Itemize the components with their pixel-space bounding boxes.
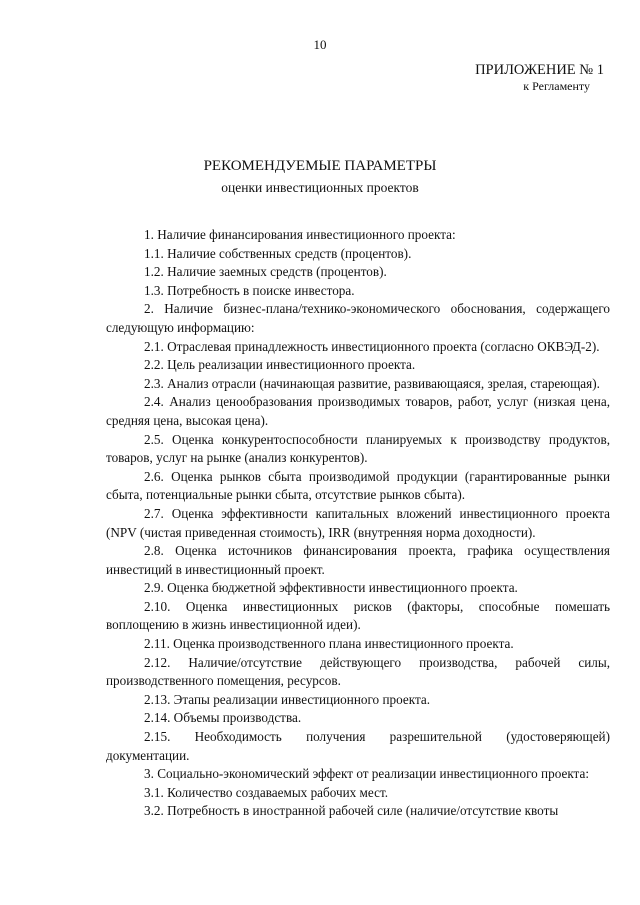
list-item: 2.13. Этапы реализации инвестиционного проекта.: [144, 691, 431, 707]
list-item: 2.10. Оценка инвестиционных рисков (факторы, способные помешать воплощению в жизнь инвестиционной идеи).: [106, 598, 610, 633]
list-item: 1.2. Наличие заемных средств (процентов).: [144, 264, 387, 280]
appendix-header: [404, 62, 604, 93]
list-item: 2.3. Анализ отрасли (начинающая развитие, развивающаяся, зрелая, стареющая).: [144, 375, 600, 391]
list-item: 1. Наличие финансирования инвестиционного проекта:: [144, 227, 456, 242]
list-item: 2.12. Наличие/отсутствие действующего производства, рабочей силы, производственного помещения, ресурсов.: [106, 654, 610, 689]
list-item: 2.2. Цель реализации инвестиционного проекта.: [144, 357, 416, 373]
appendix-title: ПРИЛОЖЕНИЕ № 1: [475, 62, 604, 78]
list-item: 2.11. Оценка производственного плана инвестиционного проекта.: [144, 636, 514, 652]
appendix-subtitle: к Регламенту: [523, 79, 590, 93]
list-item: 2.7. Оценка эффективности капитальных вложений инвестиционного проекта (NPV (чистая приведенная стоимость), IRR (внутренняя норма доходности).: [106, 505, 610, 540]
list-item: 2.6. Оценка рынков сбыта производимой продукции (гарантированные рынки сбыта, потенциальные рынки сбыта, отсутствие рынков сбыта).: [106, 468, 610, 503]
list-item: 1.3. Потребность в поиске инвестора.: [144, 282, 355, 298]
list-item: 2.1. Отраслевая принадлежность инвестиционного проекта (согласно ОКВЭД-2).: [144, 338, 600, 354]
list-item: 2.15. Необходимость получения разрешительной (удостоверяющей) документации.: [106, 729, 610, 763]
document-title: РЕКОМЕНДУЕМЫЕ ПАРАМЕТРЫ: [203, 158, 437, 174]
list-item: 2.8. Оценка источников финансирования проекта, графика осуществления инвестиций в инвестиционный проект.: [106, 543, 610, 577]
document-body: [106, 226, 610, 821]
list-item: 2.9. Оценка бюджетной эффективности инвестиционного проекта.: [144, 580, 518, 596]
list-item: 1.1. Наличие собственных средств (процентов).: [144, 245, 412, 261]
document-subtitle: оценки инвестиционных проектов: [221, 180, 419, 195]
list-item: 2.4. Анализ ценообразования производимых товаров, работ, услуг (низкая цена, средняя цена, высокая цена).: [106, 394, 610, 428]
list-item: 2. Наличие бизнес-плана/технико-экономического обоснования, содержащего следующую информацию:: [106, 301, 610, 335]
list-item: 3.1. Количество создаваемых рабочих мест.: [144, 784, 389, 800]
page-number: 10: [313, 37, 327, 52]
list-item: 2.5. Оценка конкурентоспособности планируемых к производству продуктов, товаров, услуг на рынке (анализ конкурентов).: [106, 431, 610, 466]
list-item: 2.14. Объемы производства.: [144, 710, 302, 726]
list-item: 3.2. Потребность в иностранной рабочей силе (наличие/отсутствие квоты: [144, 803, 559, 819]
list-item: 3. Социально-экономический эффект от реализации инвестиционного проекта:: [144, 766, 589, 782]
document-heading: [0, 156, 640, 198]
